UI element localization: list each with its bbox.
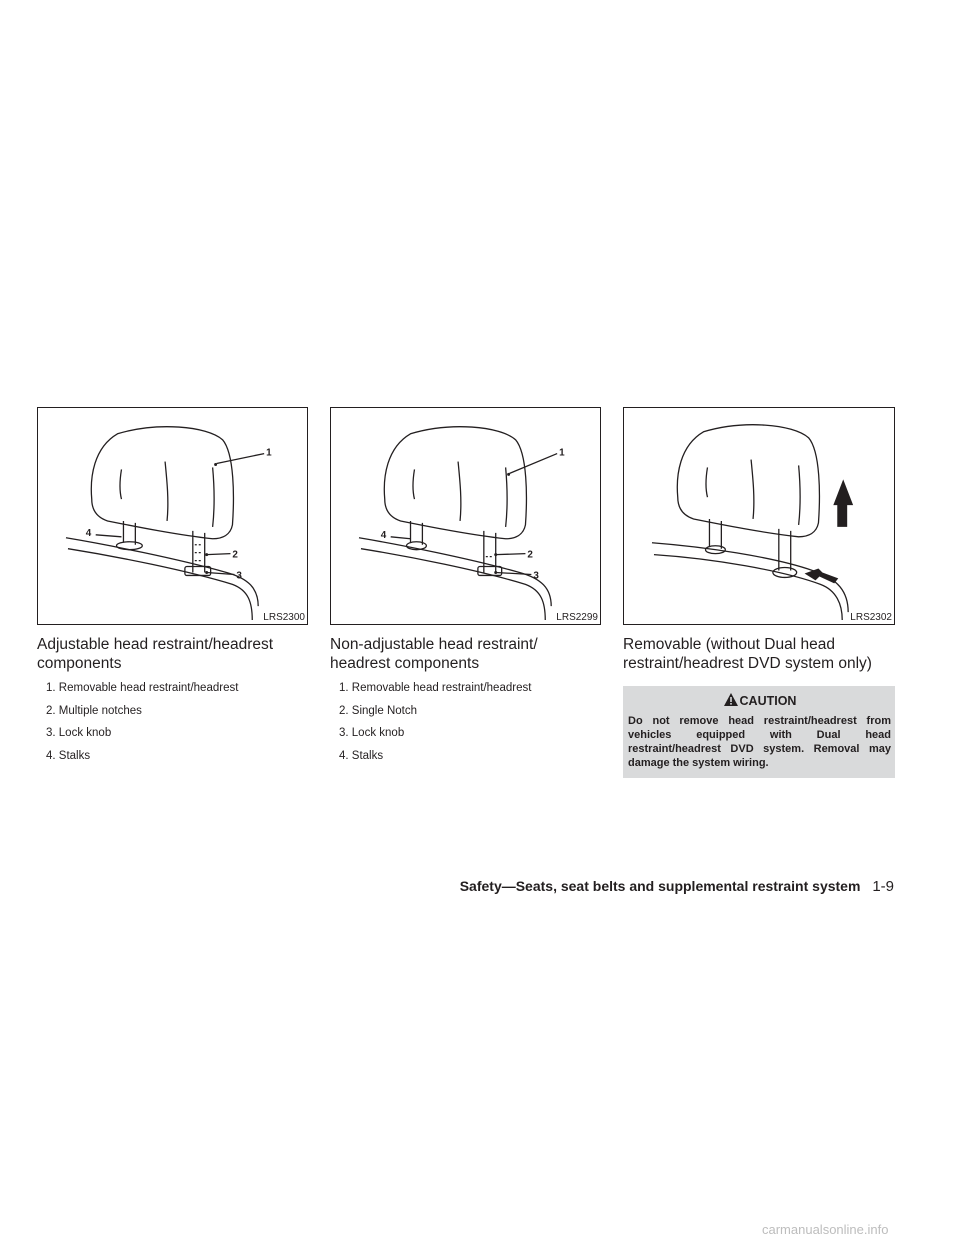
column-removable [623, 407, 895, 778]
callout-4: 4 [380, 529, 387, 541]
figure-code: LRS2300 [263, 612, 305, 623]
head-restraint-illustration [38, 408, 307, 624]
column-non-adjustable [330, 407, 601, 771]
list-item: 4. Stalks [46, 749, 91, 762]
page-number: 1-9 [872, 878, 894, 895]
page-footer [460, 877, 894, 896]
callout-2: 2 [232, 549, 238, 561]
figure-code: LRS2299 [556, 612, 598, 623]
section-heading: Adjustable head restraint/headrest components [37, 636, 274, 672]
list-item: 2. Multiple notches [46, 704, 142, 717]
callout-3: 3 [236, 570, 242, 582]
section-heading: Non-adjustable head restraint/ headrest components [330, 636, 538, 672]
figure-adjustable-head-restraint [37, 407, 308, 625]
callout-1: 1 [559, 447, 565, 459]
column-adjustable [37, 407, 308, 771]
callout-2: 2 [527, 549, 533, 561]
head-restraint-removal-illustration [624, 408, 894, 624]
caution-label: CAUTION [739, 694, 797, 708]
list-item: 2. Single Notch [339, 704, 417, 717]
head-restraint-illustration [331, 408, 600, 624]
watermark: carmanualsonline.info [762, 1222, 889, 1237]
list-item: 3. Lock knob [46, 727, 112, 739]
list-item: 1. Removable head restraint/headrest [46, 682, 239, 694]
callout-3: 3 [533, 570, 539, 582]
arrow-up-icon [833, 479, 853, 527]
component-list [37, 681, 308, 763]
caution-title [628, 692, 891, 709]
figure-removable-head-restraint [623, 407, 895, 625]
component-list [330, 681, 601, 763]
callout-4: 4 [85, 527, 92, 539]
warning-triangle-icon [723, 692, 739, 707]
figure-non-adjustable-head-restraint [330, 407, 601, 625]
footer-section-title: Safety—Seats, seat belts and supplemental restraint system [459, 878, 861, 894]
caution-text: Do not remove head restraint/headrest from vehicles equipped with Dual head restraint/headrest DVD system. Removal may damage the system wiring. [628, 715, 891, 769]
section-heading: Removable (without Dual head restraint/headrest DVD system only) [623, 636, 872, 672]
callout-1: 1 [266, 447, 272, 459]
list-item: 1. Removable head restraint/headrest [339, 682, 532, 694]
caution-box [623, 686, 895, 778]
list-item: 3. Lock knob [339, 727, 405, 739]
figure-code: LRS2302 [850, 612, 892, 623]
list-item: 4. Stalks [339, 749, 384, 762]
